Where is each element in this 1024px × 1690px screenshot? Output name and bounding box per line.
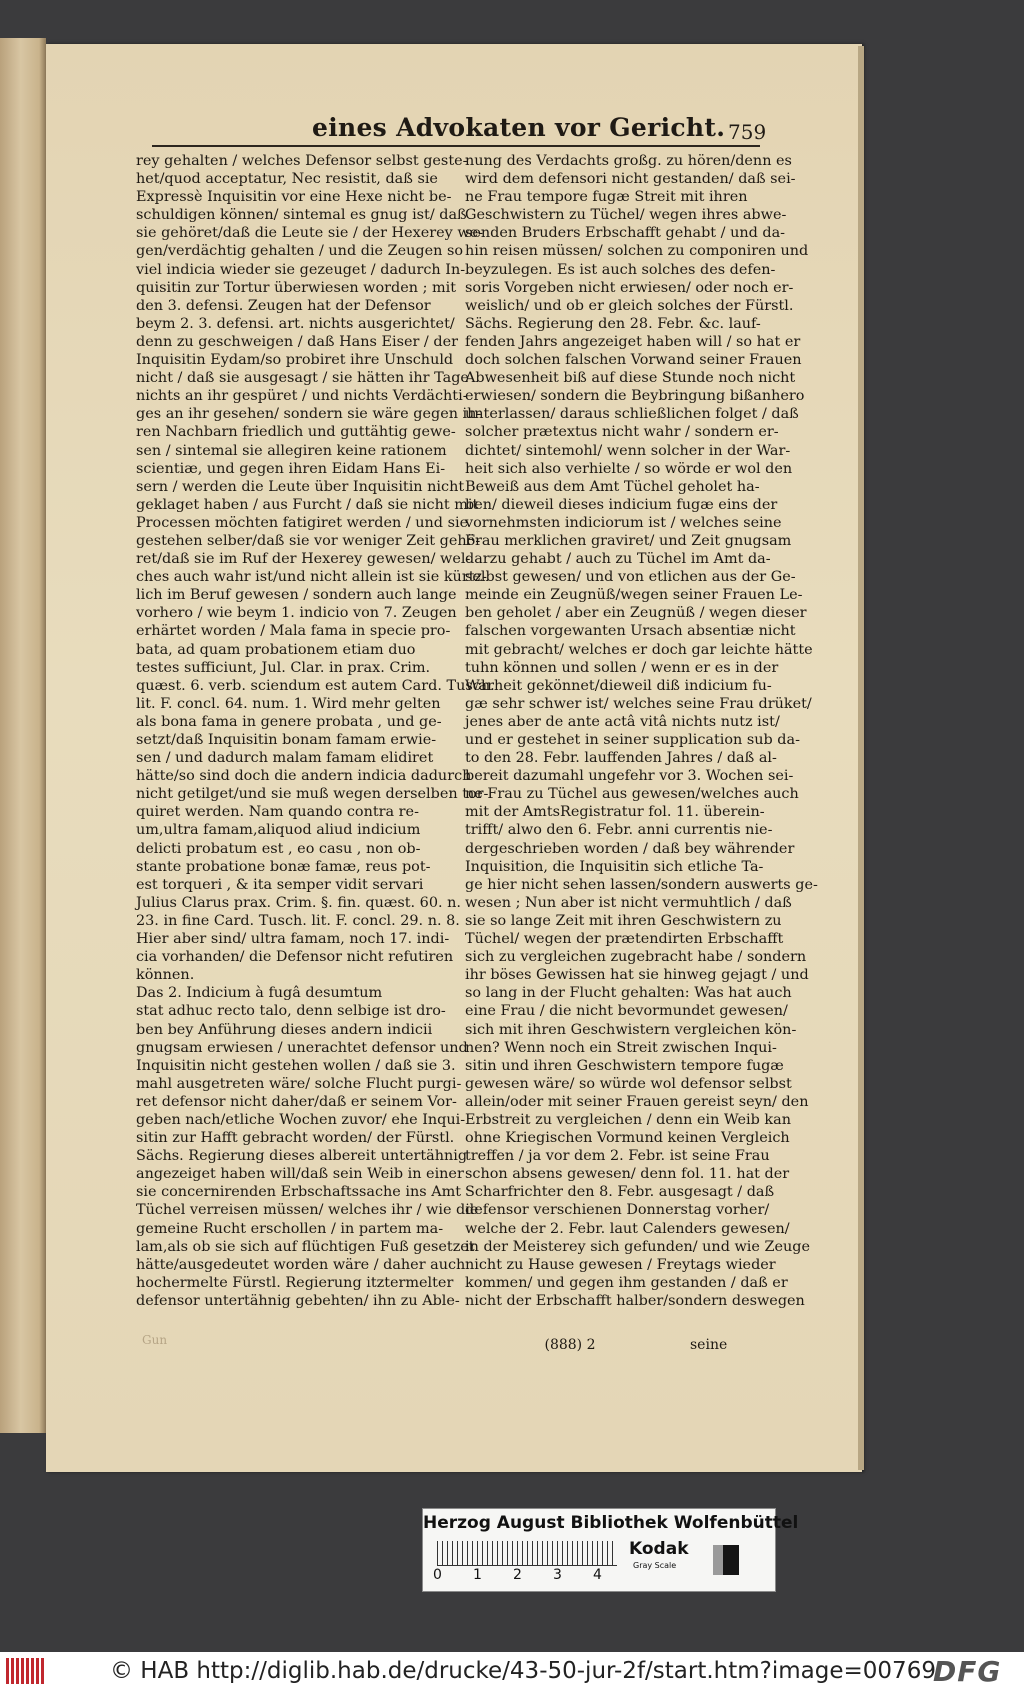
text-line: hätte/so sind doch die andern indicia dadurch [136,768,472,785]
text-line: falschen vorgewanten Ursach absentiæ nicht [465,623,796,640]
page-edge-shadow [858,46,864,1470]
text-line: ben bey Anführung dieses andern indicii [136,1021,433,1038]
scale-label: 3 [553,1567,562,1583]
text-line: sitin und ihren Geschwistern tempore fugæ [465,1057,784,1074]
text-line: geben nach/etliche Wochen zuvor/ ehe Inqui- [136,1111,466,1128]
text-line: nichts an ihr gespüret / und nichts Verdächti- [136,388,468,405]
text-line: Tüchel/ wegen der prætendirten Erbschafft [465,931,784,948]
scale-labels [433,1567,633,1585]
text-line: Beweiß aus dem Amt Tüchel geholet ha- [465,478,760,495]
text-line: Abwesenheit biß auf diese Stunde noch nicht [465,370,796,387]
text-line: hätte/ausgedeutet worden wäre / daher auch [136,1256,466,1273]
text-line: sie concernirenden Erbschaftssache ins Amt [136,1184,462,1201]
text-line: cia vorhanden/ die Defensor nicht refutiren [136,949,454,966]
text-line: Processen möchten fatigiret werden / und sie [136,514,469,531]
text-line: nicht getilget/und sie muß wegen derselben tor- [136,786,489,803]
text-line: testes sufficiunt, Jul. Clar. in prax. Crim. [136,659,431,676]
text-line: schuldigen können/ sintemal es gnug ist/ daß [136,207,467,224]
text-line: trifft/ alwo den 6. Febr. anni currentis nie- [465,822,773,839]
text-line: bereit dazumahl ungefehr vor 3. Wochen sei- [465,768,794,785]
text-line: dichtet/ sintemohl/ wenn solcher in der War- [465,442,791,459]
text-line: ches auch wahr ist/und nicht allein ist sie kürtz- [136,569,487,586]
text-line: erhärtet worden / Mala fama in specie pro- [136,623,451,640]
text-line: Expressè Inquisitin vor eine Hexe nicht be- [136,189,452,206]
left-page-edge [0,38,46,1433]
dfg-logo: DFG [933,1655,1002,1688]
text-line: mahl ausgetreten wäre/ solche Flucht purgi- [136,1075,462,1092]
text-line: jenes aber de ante actâ vitâ nichts nutz ist/ [465,713,780,730]
text-line: est torqueri , & ita semper vidit servari [136,876,424,893]
text-line: hin reisen müssen/ solchen zu componiren und [465,243,809,260]
text-line: ges an ihr gesehen/ sondern sie wäre gegen ih- [136,406,482,423]
catchword: seine [690,1337,728,1353]
text-line: Inquisition, die Inquisitin sich etliche Ta- [465,858,764,875]
text-line: nicht / daß sie ausgesagt / sie hätten ihr Tage [136,370,469,387]
text-line: Tüchel verreisen müssen/ welches ihr / wie die [136,1202,479,1219]
text-line: kommen/ und gegen ihm gestanden / daß er [465,1274,788,1291]
text-line: meinde ein Zeugnüß/wegen seiner Frauen Le- [465,587,803,604]
running-head: eines Advokaten vor Gericht. [312,113,726,142]
text-line: welche der 2. Febr. laut Calenders gewesen/ [465,1220,790,1237]
text-line: sen / und dadurch malam famam elidiret [136,750,434,767]
text-line: Scharfrichter den 8. Febr. ausgesagt / daß [465,1184,775,1201]
text-line: delicti probatum est , eo casu , non ob- [136,840,421,857]
kodak-logo: Kodak [629,1539,689,1559]
gray-scale-label: Gray Scale [633,1561,677,1570]
text-line: Das 2. Indicium à fugâ desumtum [136,985,383,1002]
text-line: ben/ dieweil dieses indicium fugæ eins der [465,496,778,513]
text-line: Hier aber sind/ ultra famam, noch 17. indi- [136,931,450,948]
text-line: ihr böses Gewissen hat sie hinweg gejagt / und [465,967,809,984]
text-line: defensor verschienen Donnerstag vorher/ [465,1202,770,1219]
text-line: Julius Clarus prax. Crim. §. fin. quæst. 60. n. [136,894,461,911]
text-line: selbst gewesen/ und von etlichen aus der Ge- [465,569,796,586]
text-line: ret/daß sie im Ruf der Hexerey gewesen/ wel- [136,551,471,568]
text-line: darzu gehabt / auch zu Tüchel im Amt da- [465,551,771,568]
text-line: het/quod acceptatur, Nec resistit, daß sie [136,171,438,188]
text-line: sie so lange Zeit mit ihren Geschwistern zu [465,912,782,929]
text-line: als bona fama in genere probata , und ge- [136,713,442,730]
color-calibration-card [422,1508,799,1592]
text-line: gewesen wäre/ so würde wol defensor selbst [465,1075,792,1092]
text-line: treffen / ja vor dem 2. Febr. ist seine Frau [465,1148,770,1165]
text-line: den 3. defensi. Zeugen hat der Defensor [136,297,431,314]
text-line: ret defensor nicht daher/daß er seinem Vor- [136,1093,457,1110]
text-line: unterlassen/ daraus schließlichen folget / daß [465,406,799,423]
text-line: viel indicia wieder sie gezeuget / dadurch In- [136,261,466,278]
footer-credit-link[interactable]: © HAB http://diglib.hab.de/drucke/43-50-jur-2f/start.htm?image=00769 [110,1658,936,1684]
text-line: soris Vorgeben nicht erwiesen/ oder noch er- [465,279,794,296]
text-line: nung des Verdachts großg. zu hören/denn es [465,153,792,169]
text-line: stat adhuc recto talo, denn selbige ist dro- [136,1003,446,1020]
scale-label: 2 [513,1567,522,1583]
text-line: erwiesen/ sondern die Beybringung bißanhero [465,388,805,405]
text-line: schon absens gewesen/ denn fol. 11. hat der [465,1166,790,1183]
text-line: vornehmsten indiciorum ist / welches seine [465,514,782,531]
text-line: ohne Kriegischen Vormund keinen Vergleich [465,1130,790,1147]
text-line: Geschwistern zu Tüchel/ wegen ihres abwe- [465,207,787,224]
footer-bar [0,1652,1024,1690]
text-line: weislich/ und ob er gleich solches der Fürstl. [465,297,794,314]
text-line: nen? Wenn noch ein Streit zwischen Inqui- [465,1039,777,1056]
signature-mark: (888) 2 [544,1337,596,1353]
black-patch [723,1545,739,1575]
text-line: eine Frau / die nicht bevormundet gewesen/ [465,1003,788,1020]
text-line: ben geholet / aber ein Zeugnüß / wegen dieser [465,605,807,622]
text-line: to den 28. Febr. lauffenden Jahres / daß al- [465,750,777,767]
head-rule [152,145,760,147]
text-line: beyzulegen. Es ist auch solches des defen- [465,261,776,278]
text-line: Warheit gekönnet/dieweil diß indicium fu- [465,677,772,694]
text-line: angezeiget haben will/daß sein Weib in einer [136,1166,464,1183]
text-line: rey gehalten / welches Defensor selbst geste- [136,153,468,169]
text-line: quiret werden. Nam quando contra re- [136,804,419,821]
text-line: nicht der Erbschafft halber/sondern deswegen [465,1292,805,1309]
text-line: sie gehöret/daß die Leute sie / der Hexerey we- [136,225,484,242]
text-line: senden Bruders Erbschafft gehabt / und da- [465,225,786,242]
text-line: stante probatione bonæ famæ, reus pot- [136,858,431,875]
text-line: Frau merklichen graviret/ und Zeit gnugsam [465,532,792,549]
text-line: Sächs. Regierung dieses albereit untertähnig [136,1148,468,1165]
text-line: defensor untertähnig gebehten/ ihn zu Able- [136,1292,460,1309]
text-line: geklaget haben / aus Furcht / daß sie nicht mit [136,496,479,513]
text-line: ne Frau tempore fugæ Streit mit ihren [465,189,748,206]
text-line: Erbstreit zu vergleichen / denn ein Weib kan [465,1111,792,1128]
text-line: mit gebracht/ welches er doch gar leichte hätte [465,641,813,658]
text-line: ne Frau zu Tüchel aus gewesen/welches auch [465,786,799,803]
text-line: scientiæ, und gegen ihren Eidam Hans Ei- [136,460,446,477]
text-line: doch solchen falschen Vorwand seiner Frauen [465,352,802,369]
text-line: tuhn können und sollen / wenn er es in der [465,659,779,676]
text-line: gnugsam erwiesen / unerachtet defensor und [136,1039,468,1056]
text-line: und er gestehet in seiner supplication sub da- [465,732,800,748]
text-line: bata, ad quam probationem etiam duo [136,641,416,658]
text-line: ren Nachbarn friedlich und guttähtig gewe- [136,424,456,441]
text-line: quisitin zur Tortur überwiesen worden ; mit [136,279,457,296]
text-line: wird dem defensori nicht gestanden/ daß sei- [465,171,796,188]
text-line: sitin zur Hafft gebracht worden/ der Fürstl. [136,1130,455,1147]
text-line: wesen ; Nun aber ist nicht vermuhtlich / daß [465,894,792,911]
text-line: mit der AmtsRegistratur fol. 11. überein- [465,804,765,821]
text-line: um,ultra famam,aliquod aliud indicium [136,822,421,839]
text-line: beym 2. 3. defensi. art. nichts ausgerichtet/ [136,315,455,332]
text-line: setzt/daß Inquisitin bonam famam erwie- [136,732,437,748]
text-line: gestehen selber/daß sie vor weniger Zeit gehö- [136,532,481,549]
ruler-scale [437,1541,617,1566]
text-line: denn zu geschweigen / daß Hans Eiser / der [136,333,458,350]
text-line: Inquisitin Eydam/so probiret ihre Unschuld [136,352,454,369]
text-line: dergeschrieben worden / daß bey währender [465,840,795,857]
text-line: nicht zu Hause gewesen / Freytags wieder [465,1256,776,1273]
left-text-column [136,152,495,1310]
text-line: fenden Jahrs angezeiget haben will / so hat er [465,333,801,350]
text-line: solcher prætextus nicht wahr / sondern er- [465,424,779,441]
text-line: lich im Beruf gewesen / sondern auch lange [136,587,457,604]
text-line: lam,als ob sie sich auf flüchtigen Fuß gesetzet [136,1238,475,1255]
bleed-through-text: Gun [142,1333,168,1347]
text-line: sern / werden die Leute über Inquisitin nicht [136,478,465,495]
text-line: sich mit ihren Geschwistern vergleichen kön- [465,1021,797,1038]
text-line: ge hier nicht sehen lassen/sondern auswerts ge- [465,876,818,893]
text-line: können. [136,967,195,984]
scale-label: 1 [473,1567,482,1583]
text-line: quæst. 6. verb. sciendum est autem Card. Tusch. [136,677,495,694]
text-line: sich zu vergleichen zugebracht habe / sondern [465,949,807,966]
text-line: heit sich also verhielte / so wörde er wol den [465,460,793,477]
gray-patch [713,1545,723,1575]
card-title: Herzog August Bibliothek Wolfenbüttel [423,1513,799,1533]
text-line: Sächs. Regierung den 28. Febr. &c. lauf- [465,315,761,332]
text-line: in der Meisterey sich gefunden/ und wie Zeuge [465,1238,811,1255]
scale-label: 0 [433,1567,442,1583]
scale-label: 4 [593,1567,602,1583]
text-line: so lang in der Flucht gehalten: Was hat auch [465,985,792,1002]
text-line: 23. in fine Card. Tusch. lit. F. concl. 29. n. 8. [136,912,460,929]
text-line: gæ sehr schwer ist/ welches seine Frau drüket/ [465,695,812,712]
hab-logo-icon [6,1658,46,1684]
text-line: vorhero / wie beym 1. indicio von 7. Zeugen [136,605,457,622]
text-line: allein/oder mit seiner Frauen gereist seyn/ den [465,1093,809,1110]
text-line: gemeine Rucht erschollen / in partem ma- [136,1220,444,1237]
text-line: lit. F. concl. 64. num. 1. Wird mehr gelten [136,695,441,712]
text-line: Inquisitin nicht gestehen wollen / daß sie 3. [136,1057,456,1074]
text-line: sen / sintemal sie allegiren keine rationem [136,442,447,459]
page-number: 759 [728,120,767,144]
text-line: gen/verdächtig gehalten / und die Zeugen so [136,243,464,260]
right-text-column [465,152,818,1310]
text-line: hochermelte Fürstl. Regierung itztermelter [136,1274,454,1291]
